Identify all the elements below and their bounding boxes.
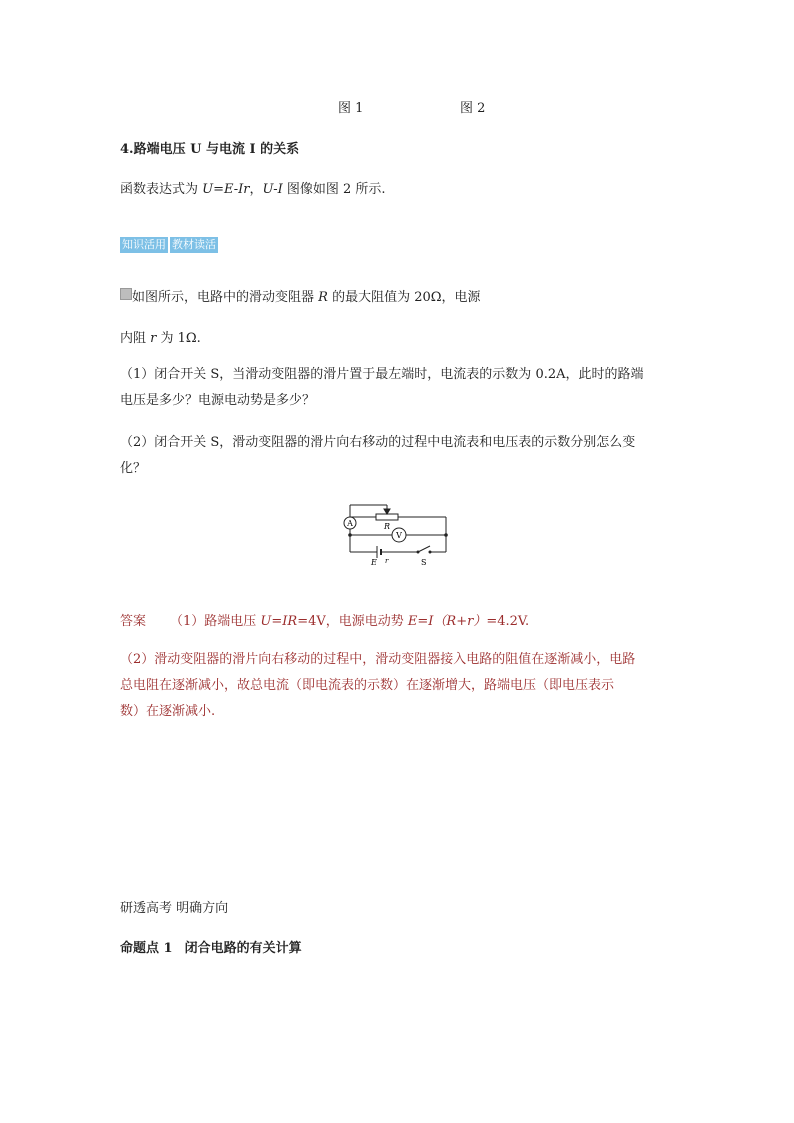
voltmeter-label: V xyxy=(396,531,402,540)
intro-var-r: r xyxy=(150,331,157,346)
slider-arrow-icon xyxy=(384,509,390,514)
formula-expression: U=E-Ir xyxy=(202,182,250,197)
question-part1 xyxy=(120,362,644,414)
question-icon xyxy=(120,288,132,300)
answer-part2-line1: （2）滑动变阻器的滑片向右移动的过程中，滑动变阻器接入电路的阻值在逐渐减小，电路 xyxy=(120,652,636,667)
answer-text-a: （1）路端电压 xyxy=(170,614,261,629)
figure-caption-1: 图 1 xyxy=(338,101,364,116)
topic-label: 命题点 1 xyxy=(120,941,173,956)
part2-line1: （2）闭合开关 S，滑动变阻器的滑片向右移动的过程中电流表和电压表的示数分别怎么变 xyxy=(120,435,636,450)
answer-line1 xyxy=(120,610,529,629)
switch-contact xyxy=(429,551,432,554)
switch-pivot xyxy=(417,551,420,554)
circuit-diagram xyxy=(338,495,456,570)
question-part2 xyxy=(120,430,635,482)
topic-title: 闭合电路的有关计算 xyxy=(184,941,302,956)
ammeter-label: A xyxy=(347,519,353,528)
tag-group xyxy=(120,237,218,253)
answer-part2-line3: 数）在逐渐减小. xyxy=(120,704,216,719)
formula-separator: ， xyxy=(249,182,263,197)
graph-label: U-I xyxy=(262,182,283,197)
answer-formula-2: E=I（R+r） xyxy=(407,614,487,629)
topic-line xyxy=(120,937,302,956)
part1-line1: （1）闭合开关 S，当滑动变阻器的滑片置于最左端时，电流表的示数为 0.2A，此时的路端 xyxy=(120,367,644,382)
answer-part2 xyxy=(120,647,635,725)
intro-var-R: R xyxy=(318,290,328,305)
question-intro-line2 xyxy=(120,327,201,346)
tag-knowledge-use: 知识活用 xyxy=(122,238,166,251)
answer-text-b: =4V，电源电动势 xyxy=(297,614,408,629)
formula-suffix: 图像如图 2 所示. xyxy=(282,182,386,197)
section-title: 研透高考 明确方向 xyxy=(120,901,229,916)
answer-formula-1: U=IR xyxy=(260,614,298,629)
switch-lever xyxy=(418,546,430,552)
emf-label: E xyxy=(371,558,377,567)
formula-prefix: 函数表达式为 xyxy=(120,182,203,197)
section-heading: 4.路端电压 U 与电流 I 的关系 xyxy=(120,142,300,157)
answer-label: 答案 xyxy=(120,614,147,629)
rheostat-label: R xyxy=(383,522,391,531)
question-intro-line1 xyxy=(132,286,481,305)
intro-text-c: 内阻 xyxy=(120,331,151,346)
node-right xyxy=(444,533,448,537)
part2-line2: 化？ xyxy=(120,461,147,476)
node-left xyxy=(348,533,352,537)
intro-text-a: 如图所示，电路中的滑动变阻器 xyxy=(132,290,319,305)
tag-textbook-reading: 教材读活 xyxy=(172,238,216,251)
intro-text-b: 的最大阻值为 20Ω，电源 xyxy=(327,290,481,305)
figure-caption-2: 图 2 xyxy=(460,101,486,116)
answer-part2-line2: 总电阻在逐渐减小，故总电流（即电流表的示数）在逐渐增大，路端电压（即电压表示 xyxy=(120,678,615,693)
part1-line2: 电压是多少？电源电动势是多少？ xyxy=(120,393,316,408)
answer-text-c: =4.2V. xyxy=(486,614,530,629)
internal-resistance-label: r xyxy=(385,557,389,565)
intro-text-d: 为 1Ω. xyxy=(156,331,201,346)
section-formula-line xyxy=(120,178,386,197)
switch-label: S xyxy=(421,558,427,567)
